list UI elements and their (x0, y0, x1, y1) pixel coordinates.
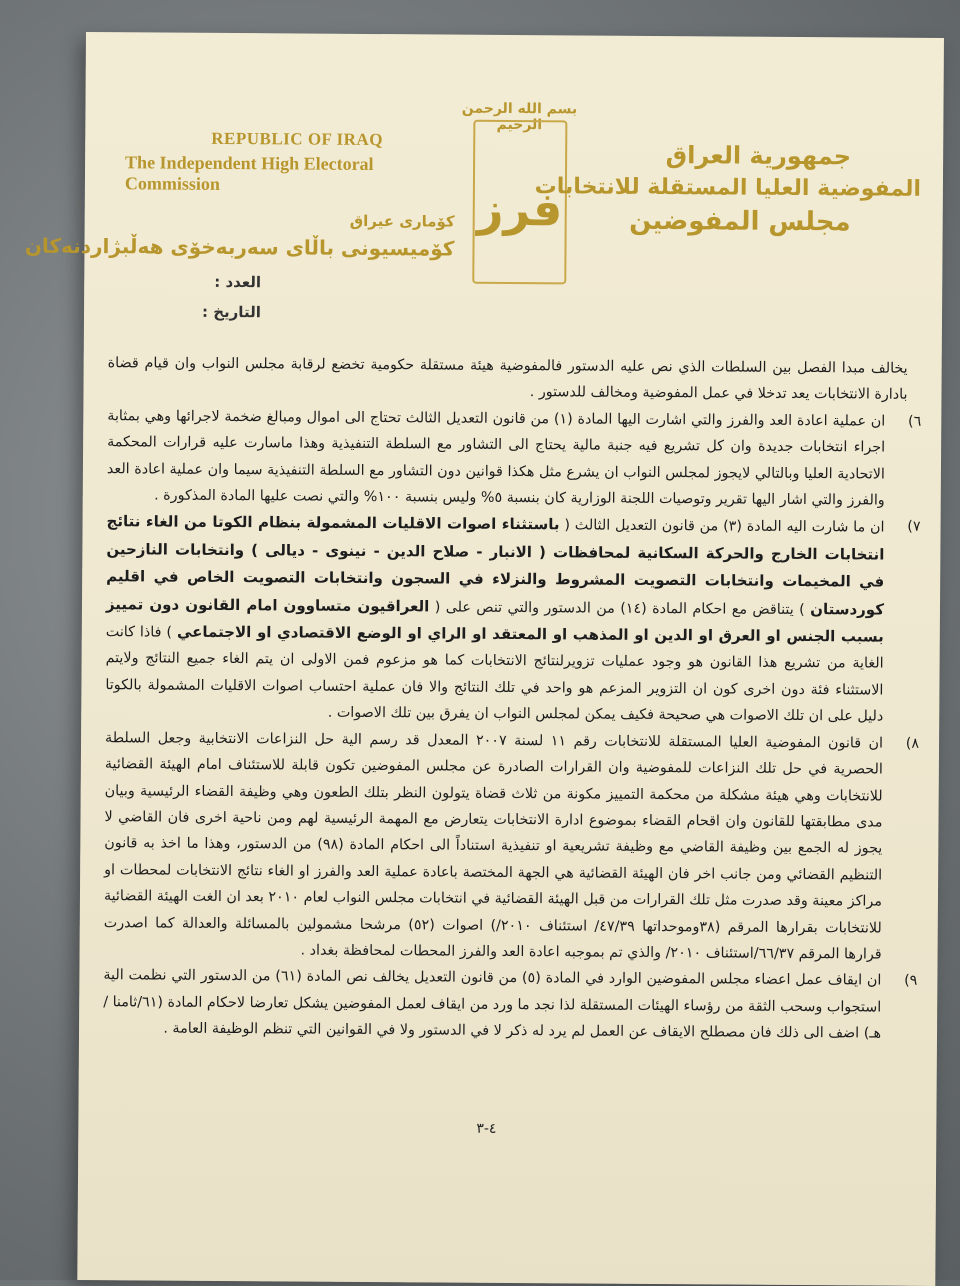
item-text: ان قانون المفوضية العليا المستقلة للانتخابات رقم ١١ لسنة ٢٠٠٧ المعدل قد رسم الية حل النزاعات الانتخابية وجعل السلطة الحصرية في حل تلك النزاعات للمفوضية وان القرارات الصادرة عن مجلس المفوضين تكون قابلة للاستئناف امام الهيئة القضائية للانتخابات وهي هيئة مشكلة من محكمة التمييز مكونة من ثلاث قضاة يتولون النظر بتلك الطعون وهي وظيفة القضاء الرئيسية وبيان مدى مطابقتها للقانون وان اقحام القضاء بموضوع ادارة الانتخابات يتعارض مع المهمة الرئيسية لهم ومن ناحية اخرى فان القاضي لا يجوز له الجمع بين وظيفة القاضي مع وظيفة تشريعية او تنفيذية استناداً الى احكام المادة (٩٨) من الدستور، وهذا ما اخذ به قانون التنظيم القضائي ومن جانب اخر فان الهيئة القضائية هي الجهة المختصة باعادة عملية العد والفرز او الغاء نتائج الانتخابات لمحطات او مراكز معينة وقد صدرت مثل تلك القرارات من قبل الهيئة القضائية في انتخابات مجلس النواب لعام ٢٠١٠ بعد ان الغت الهيئة القضائية للانتخابات بقرارها المرقم (٣٨وموحداتها ٤٧/٣٩/ استئناف ٢٠١٠/) اصوات (٥٢) مرشحا مشمولين بالمسائلة والعدالة كما اصدرت قرارها المرقم ٦٦/٣٧/استئناف ٢٠١٠/ والذي تم بموجبه اعادة العد والفرز المحطات لمحافظة بغداد . (103, 729, 884, 963)
list-item-9 (103, 962, 918, 1047)
emblem-mark: فرز (476, 181, 563, 237)
letterhead-right (534, 141, 922, 238)
letterhead-kurdish-commission: كۆمیسیونی باڵای سەربەخۆی هەڵبژاردنەكان (24, 233, 455, 261)
page-number: ٤-٣ (476, 1120, 497, 1137)
document-page (24, 32, 944, 1286)
list-item-8 (103, 725, 920, 968)
item-text-part1: ان ما شارت اليه المادة (٣) من قانون التعديل الثالث ( (559, 517, 885, 537)
intro-paragraph: يخالف مبدا الفصل بين السلطات الذي نص عليه الدستور فالمفوضية هيئة مستقلة حكومية تخضع لرقابة مجلس النواب وان قيام قضاة بادارة الانتخابات يعد تدخلا في عمل المفوضية ومخالف للدستور . (107, 355, 908, 404)
commission-emblem-logo (472, 120, 567, 285)
item-bold-quote-1: باستثناء اصوات الاقليات المشمولة بنظام الكوتا من الغاء نتائج انتخابات الخارج والحركة السكانية لمحافظات ( الانبار - صلاح الدين - نينوى - ديالى ) وانتخابات النازحين في المخيمات وانتخابات التصويت المشروط والنزلاء في السجون وانتخابات التصويت الخاص في اقليم كوردستان (106, 512, 885, 619)
item-text: ان عملية اعادة العد والفرز والتي اشارت اليها المادة (١) من قانون التعديل الثالث تحتاج الى اموال ومبالغ ضخمة لاجرائها وهي بمثابة اجراء انتخابات جديدة وان كل تشريع فيه جنبة مالية يحتاج الى التشاور مع السلطة التنفيذية وهذا ماسارت عليه قرارات المحكمة الاتحادية العليا وبالتالي لايجوز لمجلس النواب ان يشرع مثل هكذا قوانين دون التشاور مع السلطة التنفيذية سيما وان عملية اعادة العد والفرز والتي اشار اليها تقرير وتوصيات اللجنة الوزارية كان بنسبة ٥% وليس بنسبة ١٠٠% والتي نصت عليها المادة المذكورة . (106, 407, 886, 509)
item-bold-quote-2: العراقيون متساوون امام القانون دون تمييز بسبب الجنس او العرق او الدين او المذهب او المعتقد او الراي او الوضع الاقتصادي او الاجتماعي (105, 594, 884, 646)
item-number: ٨) (905, 735, 920, 752)
letterhead-arabic-country: جمهورية العراق (665, 141, 852, 171)
letterhead-english-country: REPUBLIC OF IRAQ (211, 128, 384, 150)
number-label: العدد : (214, 272, 262, 292)
list-item-6 (106, 403, 922, 514)
item-text-part2: ) يتناقض مع احكام المادة (١٤) من الدستور والتي تنص على ( (429, 599, 811, 618)
reference-fields (202, 273, 261, 333)
letterhead-kurdish-country: كۆماری عیراق (349, 211, 455, 231)
item-text-part3: ) فاذا كانت الغاية من تشريع هذا القانون هو وجود عمليات تزويرلنتائج الانتخابات كما هو مزعوم فمن الاولى ان يتم الغاء جميع النتائج ولايتم الاستثناء فئة دون اخرى كون ان التزوير المزعم هو واحد في تلك النتائج والا فان عملية احتساب اصوات الاقليات المشمولة بالكوتا دليل على ان تلك الاصوات هي صحيحة فكيف يمكن لمجلس النواب ان يفرق بين تلك الاصوات . (105, 624, 884, 725)
emblem-basmala: بسم الله الرحمن الرحيم (461, 100, 578, 134)
item-number: ٦) (907, 413, 922, 430)
letterhead-arabic-commission: المفوضية العليا المستقلة للانتخابات (534, 174, 922, 202)
item-number: ٩) (904, 973, 918, 990)
document-body (103, 350, 922, 1047)
letterhead-english-commission: The Independent High Electoral Commission (124, 152, 374, 194)
list-item-7 (105, 509, 921, 731)
item-number: ٧) (907, 519, 921, 536)
letterhead-left (24, 128, 455, 261)
date-label: التاريخ : (201, 302, 261, 322)
item-text: ان ايقاف عمل اعضاء مجلس المفوضين الوارد في المادة (٥) من قانون التعديل يخالف نص المادة (٦١) من الدستور التي نظمت الية استجواب وسحب الثقة من رؤساء الهيئات المستقلة لذا نجد ما ورد من ايقاف لعمل المفوضين يشكل تعارضا لاحكام المادة (٦١/ثامنا /هـ) اضف الى ذلك فان مصطلح الايقاف عن العمل لم يرد له ذكر لا في الدستور ولا في القوانين التي تنظم الوظيفة العامة . (103, 967, 882, 1042)
letterhead-arabic-board: مجلس المفوضين (629, 205, 851, 238)
